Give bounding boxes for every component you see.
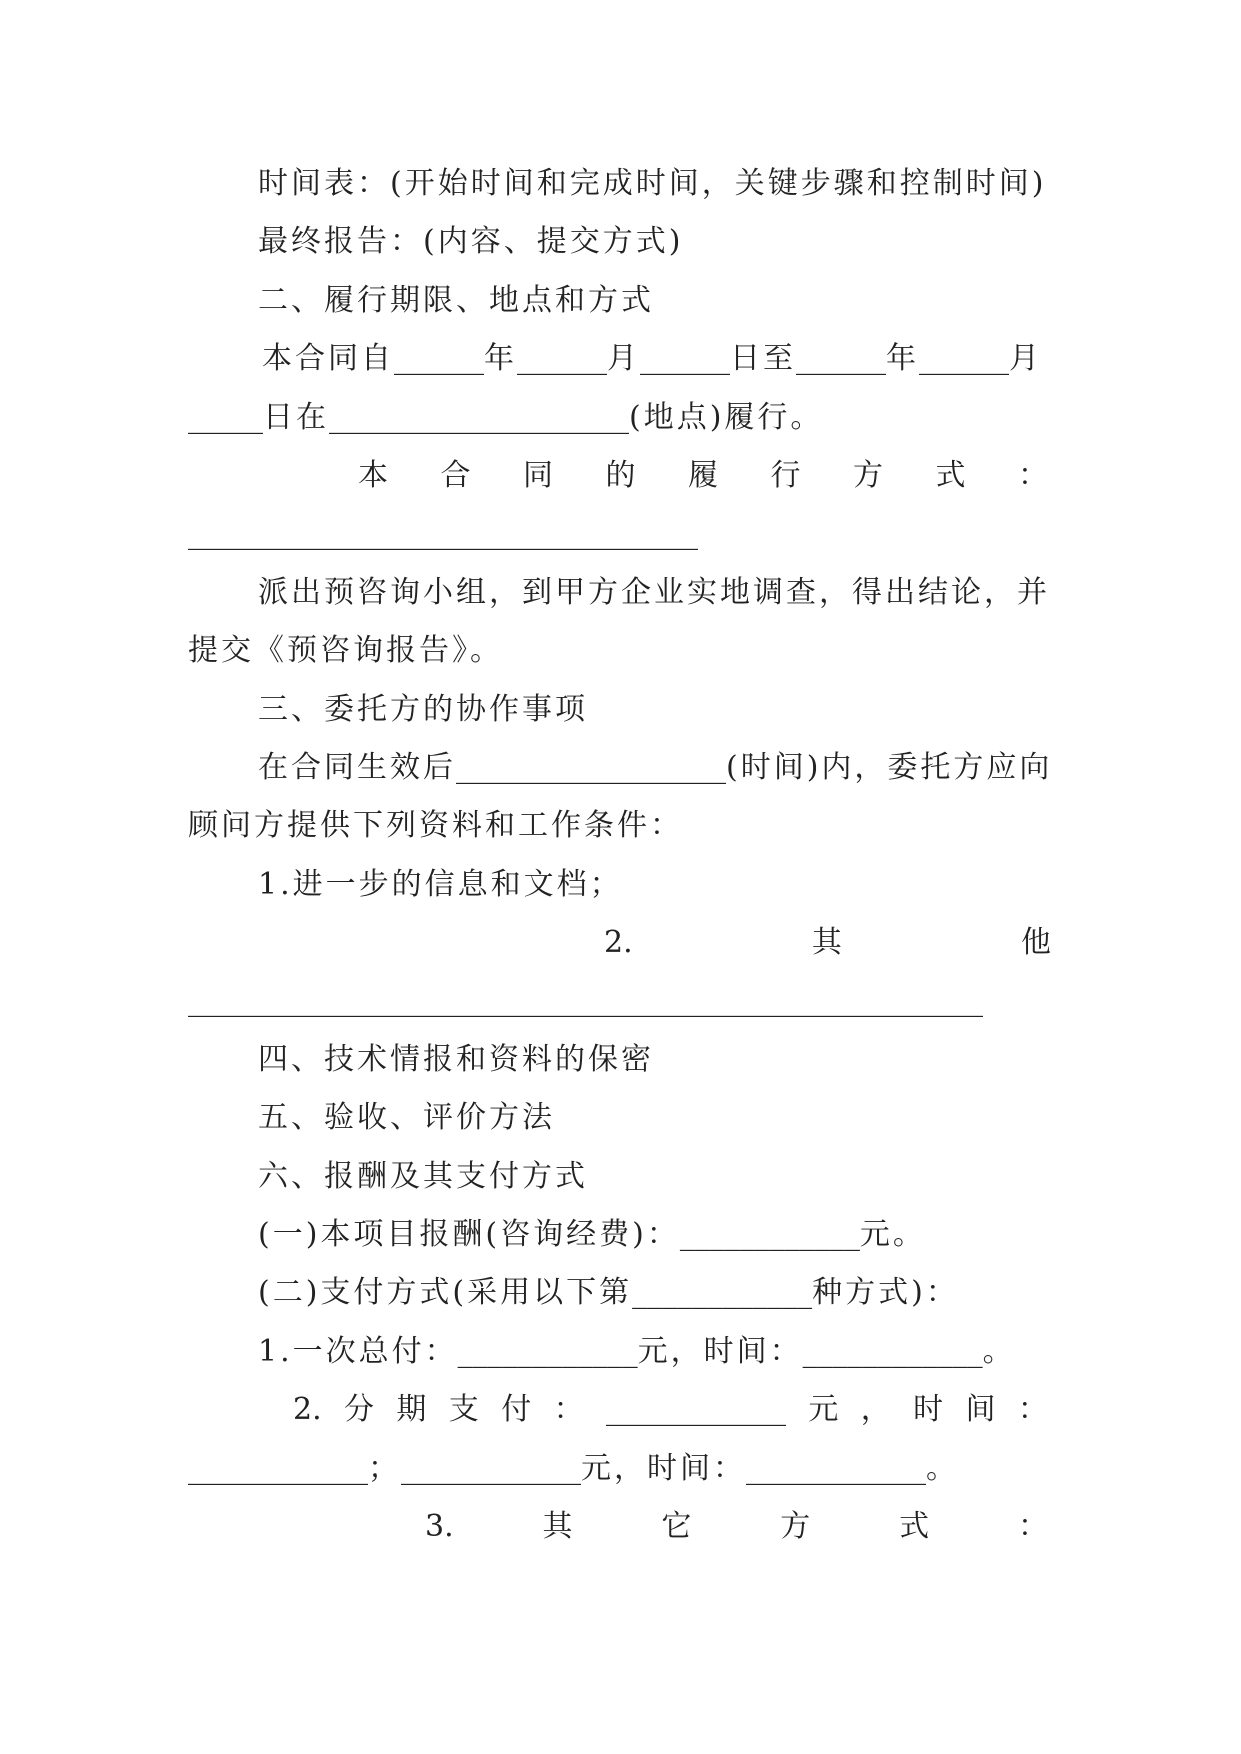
- item-char: 其: [542, 1508, 573, 1544]
- label-char: 行: [770, 457, 801, 493]
- method-description-line-2: 提交《预咨询报告》。: [188, 633, 503, 669]
- blank-line: ____________: [457, 1333, 638, 1369]
- label-char: 方: [853, 457, 883, 493]
- term-line-2: _____日在____________________(地点)履行。: [188, 399, 824, 435]
- item-colon: ：: [1018, 1508, 1048, 1544]
- fee-line: (一)本项目报酬(咨询经费)：____________元。: [258, 1217, 926, 1253]
- schedule-line: 时间表：(开始时间和完成时间，关键步骤和控制时间): [258, 166, 1047, 201]
- amount-blank: [606, 1381, 786, 1439]
- lump-sum-line: 1.一次总付：____________元，时间：____________。: [258, 1333, 1016, 1369]
- item-char: 元: [808, 1392, 839, 1428]
- blank-line: ____________: [632, 1275, 813, 1311]
- method-description-line-1: 派出预咨询小组，到甲方企业实地调查，得出结论，并: [258, 574, 1050, 610]
- item-char: 他: [1021, 925, 1051, 961]
- item-char: 间: [965, 1392, 996, 1428]
- blank-line: ____________: [746, 1450, 926, 1486]
- item-number: 2.: [293, 1392, 322, 1428]
- section-2-heading: 二、履行期限、地点和方式: [258, 282, 654, 318]
- item-char: 它: [661, 1508, 692, 1544]
- blank-line: ____________: [401, 1450, 581, 1486]
- blank-line: __________________: [456, 749, 726, 785]
- item-char: 付: [501, 1392, 532, 1428]
- item-colon: ：: [1017, 1392, 1048, 1428]
- performance-method-blank: [0, 505, 1241, 563]
- cooperation-line-2: 顾问方提供下列资料和工作条件：: [188, 808, 683, 844]
- document-body: [0, 155, 1241, 1556]
- blank-line: ______: [640, 341, 730, 377]
- cooperation-item-2-blank: [0, 972, 1241, 1030]
- item-char: 式: [899, 1508, 930, 1544]
- blank-line: ____________: [802, 1333, 983, 1369]
- term-line-1: 本合同自______年______月______日至______年______月: [262, 341, 1042, 377]
- item-char: 支: [448, 1392, 479, 1428]
- blank-line: ______: [517, 341, 607, 377]
- cooperation-item-1: 1.进一步的信息和文档；: [258, 866, 623, 902]
- label-char: 式: [935, 457, 966, 493]
- label-char: 履: [688, 457, 718, 493]
- label-char: 的: [605, 457, 636, 493]
- item-char: 分: [344, 1392, 375, 1428]
- blank-line: ____________: [679, 1217, 860, 1253]
- blank-line: _____: [188, 399, 263, 435]
- blank-line: ____________: [188, 1450, 368, 1486]
- blank-line: __________________________________: [188, 516, 698, 552]
- section-6-heading: 六、报酬及其支付方式: [258, 1158, 588, 1194]
- blank-line: ____________________: [329, 399, 629, 435]
- installment-line-2: ____________；____________元，时间：____________。: [188, 1450, 959, 1486]
- item-comma: ，: [860, 1392, 891, 1428]
- final-report-line: 最终报告：(内容、提交方式): [258, 224, 684, 260]
- item-char: 期: [396, 1392, 427, 1428]
- blank-line: ____________: [605, 1392, 786, 1428]
- label-char: 同: [523, 457, 553, 493]
- item-number: 2.: [604, 925, 633, 961]
- other-method-line: [425, 1498, 1048, 1556]
- label-char: 合: [440, 457, 471, 493]
- blank-line: _____________________________________________________: [188, 983, 983, 1019]
- label-colon: ：: [1018, 457, 1048, 493]
- installment-line-1: [293, 1381, 1048, 1439]
- item-char: 时: [913, 1392, 944, 1428]
- item-char: 其: [811, 925, 842, 961]
- section-4-heading: 四、技术情报和资料的保密: [258, 1041, 654, 1077]
- cooperation-item-2: [604, 914, 1051, 972]
- section-3-heading: 三、委托方的协作事项: [258, 691, 588, 727]
- blank-line: ______: [394, 341, 484, 377]
- performance-method-label: [358, 447, 1048, 505]
- payment-method-line: (二)支付方式(采用以下第____________种方式)：: [258, 1275, 959, 1311]
- blank-line: ______: [796, 341, 886, 377]
- cooperation-line-1: 在合同生效后__________________(时间)内，委托方应向: [258, 749, 1053, 785]
- label-char: 本: [358, 457, 388, 493]
- item-char: 方: [780, 1508, 811, 1544]
- blank-line: ______: [919, 341, 1009, 377]
- section-5-heading: 五、验收、评价方法: [258, 1100, 555, 1136]
- item-number: 3.: [425, 1508, 454, 1544]
- item-colon: ：: [553, 1392, 584, 1428]
